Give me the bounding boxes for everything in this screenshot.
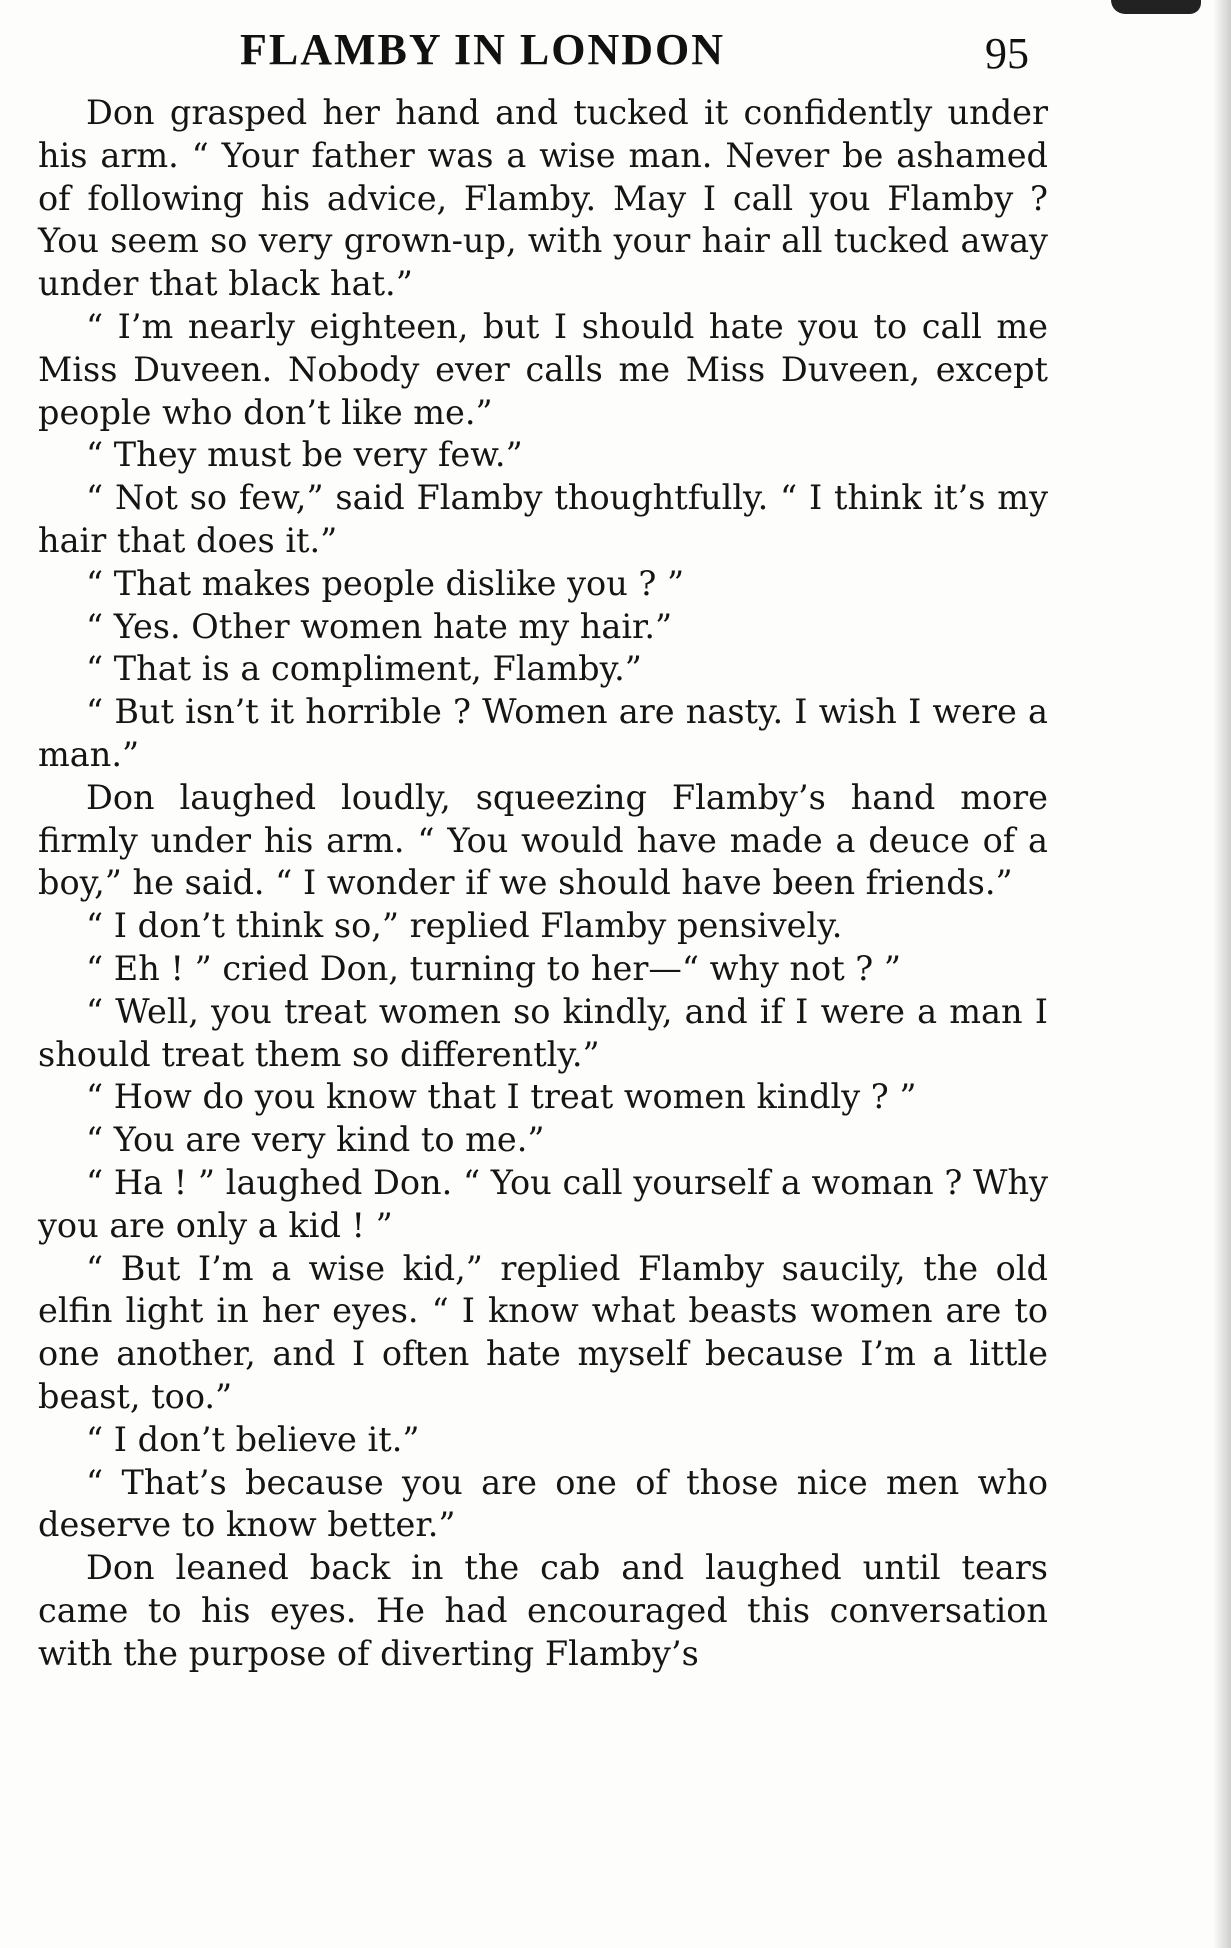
- running-title: FLAMBY IN LONDON: [240, 25, 726, 74]
- paragraph: Don grasped her hand and tucked it confidently under his arm. “ Your father was a wise man. Never be ashamed of following his advice, Flamby. May I call you Flamby ? You seem so very grown-up, with your hair all tucked away under that black hat.”: [38, 93, 1048, 304]
- paragraph: “ You are very kind to me.”: [86, 1120, 545, 1160]
- page-body: [38, 92, 1048, 1675]
- page-number: 95: [985, 29, 1029, 78]
- paragraph: “ Eh ! ” cried Don, turning to her—“ why not ? ”: [86, 948, 902, 988]
- paragraph: “ That is a compliment, Flamby.”: [86, 649, 642, 689]
- paragraph: “ Not so few,” said Flamby thoughtfully. “ I think it’s my hair that does it.”: [38, 478, 1048, 560]
- paragraph: “ Well, you treat women so kindly, and if I were a man I should treat them so differently.”: [38, 991, 1048, 1074]
- paragraph: “ Yes. Other women hate my hair.”: [86, 606, 673, 646]
- paragraph: “ But I’m a wise kid,” replied Flamby saucily, the old elfin light in her eyes. “ I know what beasts women are to one another, and I often hate myself because I’m a little beast, too.”: [38, 1248, 1048, 1416]
- ink-blot: [1111, 0, 1201, 14]
- page-header: [40, 18, 1050, 78]
- paragraph: “ I don’t believe it.”: [86, 1419, 420, 1459]
- paragraph: “ How do you know that I treat women kindly ? ”: [86, 1077, 917, 1117]
- paragraph: “ That’s because you are one of those nice men who deserve to know better.”: [38, 1462, 1048, 1545]
- paragraph: “ That makes people dislike you ? ”: [86, 563, 685, 603]
- paragraph: “ I don’t think so,” replied Flamby pensively.: [86, 906, 843, 946]
- paragraph: “ They must be very few.”: [86, 435, 523, 475]
- paragraph: Don laughed loudly, squeezing Flamby’s hand more firmly under his arm. “ You would have made a deuce of a boy,” he said. “ I wonder if we should have been friends.”: [38, 777, 1048, 903]
- paragraph: “ I’m nearly eighteen, but I should hate you to call me Miss Duveen. Nobody ever calls me Miss Duveen, except people who don’t like me.”: [38, 306, 1048, 432]
- paragraph: Don leaned back in the cab and laughed until tears came to his eyes. He had encouraged this conversation with the purpose of diverting Flamby’s: [38, 1548, 1048, 1673]
- paragraph: “ Ha ! ” laughed Don. “ You call yourself a woman ? Why you are only a kid ! ”: [38, 1162, 1048, 1245]
- page-edge-shadow: [1213, 0, 1231, 1948]
- paragraph: “ But isn’t it horrible ? Women are nasty. I wish I were a man.”: [38, 692, 1048, 774]
